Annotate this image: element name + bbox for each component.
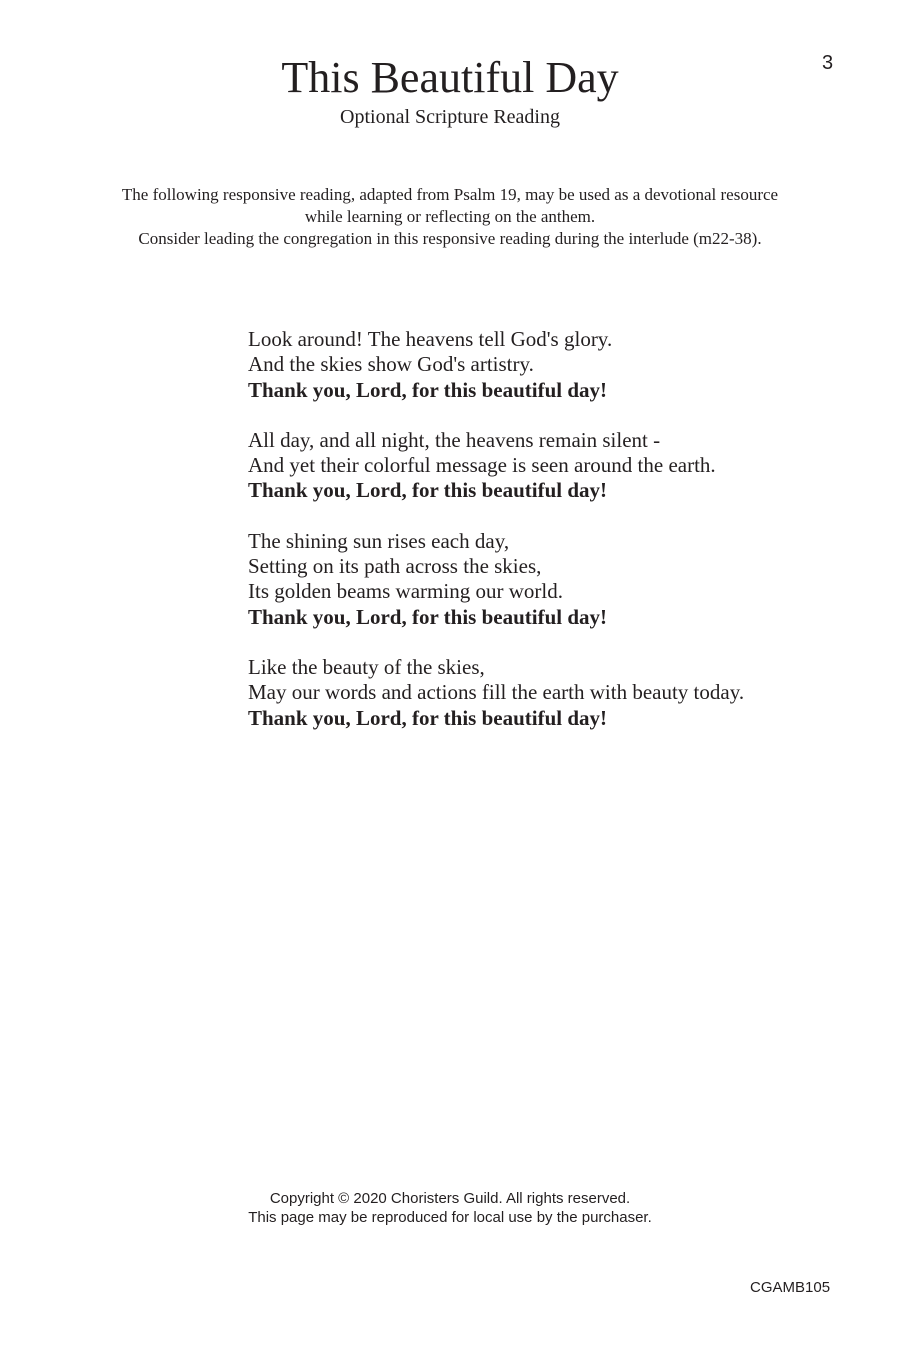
copyright-line: Copyright © 2020 Choristers Guild. All rights reserved. bbox=[269, 1190, 631, 1207]
reading-stanza bbox=[248, 428, 868, 504]
congregation-response: Thank you, Lord, for this beautiful day! bbox=[248, 478, 608, 503]
leader-line: All day, and all night, the heavens remain silent - bbox=[248, 427, 661, 452]
leader-line: The shining sun rises each day, bbox=[248, 528, 510, 553]
intro-line: The following responsive reading, adapted from Psalm 19, may be used as a devotional resource bbox=[121, 185, 779, 204]
leader-line: May our words and actions fill the earth with beauty today. bbox=[248, 680, 745, 705]
intro-line: Consider leading the congregation in this responsive reading during the interlude (m22-38). bbox=[138, 229, 762, 248]
page-title: This Beautiful Day bbox=[281, 53, 619, 102]
page-subtitle: Optional Scripture Reading bbox=[340, 106, 560, 128]
page-number: 3 bbox=[822, 52, 834, 74]
copyright-line: This page may be reproduced for local use by the purchaser. bbox=[248, 1209, 652, 1226]
congregation-response: Thank you, Lord, for this beautiful day! bbox=[248, 604, 608, 629]
intro-line: while learning or reflecting on the anthem. bbox=[304, 207, 596, 226]
leader-line: Like the beauty of the skies, bbox=[248, 654, 485, 679]
intro-paragraph bbox=[0, 184, 900, 250]
reading-stanza bbox=[248, 529, 868, 630]
congregation-response: Thank you, Lord, for this beautiful day! bbox=[248, 377, 608, 402]
reading-stanza bbox=[248, 655, 868, 731]
congregation-response: Thank you, Lord, for this beautiful day! bbox=[248, 705, 608, 730]
leader-line: Its golden beams warming our world. bbox=[248, 579, 563, 604]
leader-line: Setting on its path across the skies, bbox=[248, 554, 542, 579]
catalog-number: CGAMB105 bbox=[750, 1279, 831, 1296]
leader-line: And the skies show God's artistry. bbox=[248, 352, 534, 377]
responsive-reading bbox=[248, 327, 868, 756]
leader-line: Look around! The heavens tell God's glory. bbox=[248, 327, 613, 351]
leader-line: And yet their colorful message is seen around the earth. bbox=[248, 453, 716, 478]
copyright-notice bbox=[0, 1189, 900, 1227]
reading-stanza bbox=[248, 327, 868, 403]
